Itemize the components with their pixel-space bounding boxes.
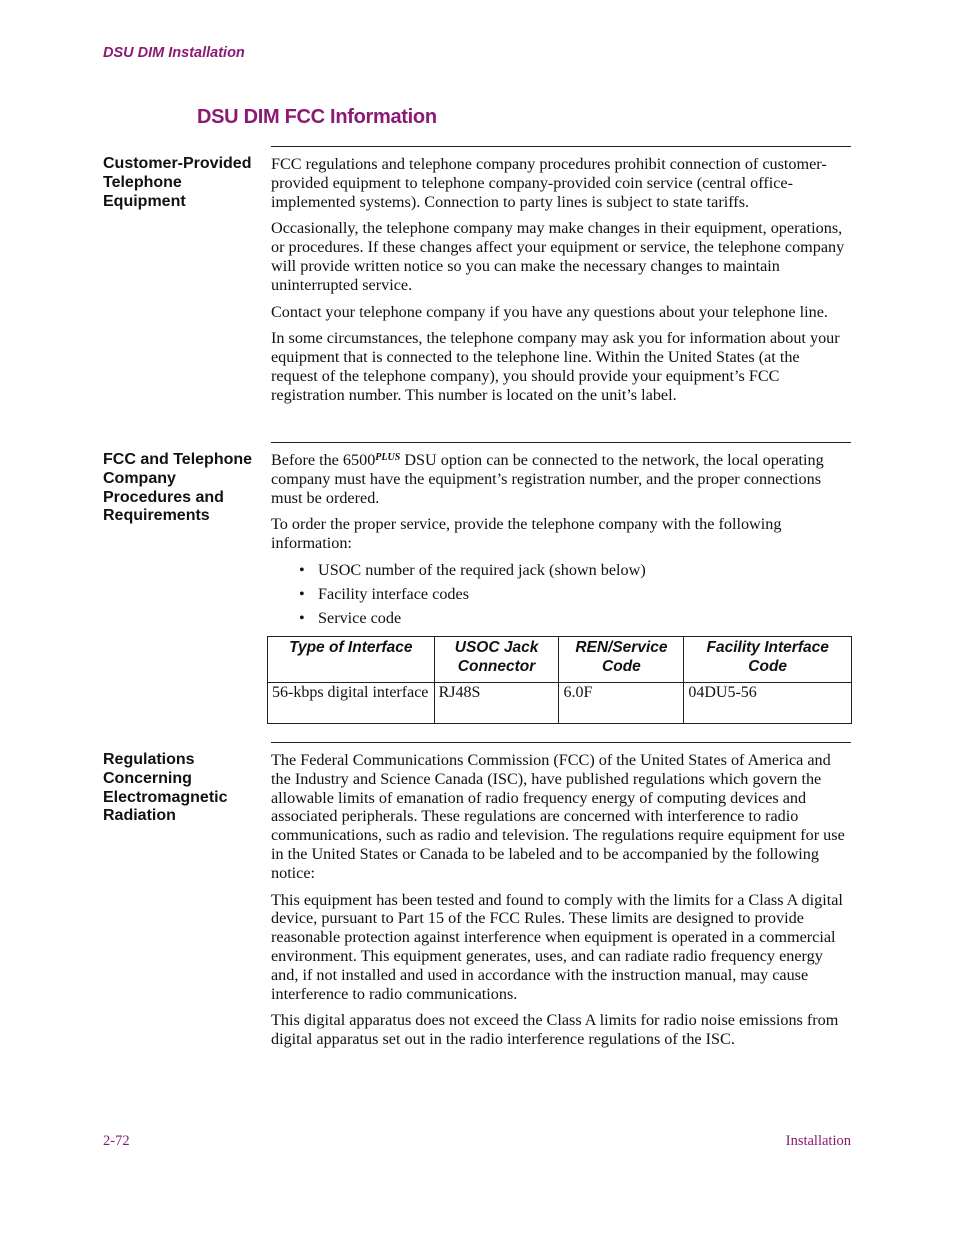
section-heading: Regulations Concerning Electromagnetic Radiation	[103, 751, 228, 825]
table-cell: RJ48S	[434, 683, 559, 724]
column-header: USOC Jack Connector	[434, 637, 559, 683]
section-heading: FCC and Telephone Company Procedures and Requirements	[103, 451, 253, 525]
table-cell: 04DU5-56	[684, 683, 852, 724]
table-header-row	[268, 637, 852, 683]
section-body	[271, 751, 849, 1057]
paragraph: In some circumstances, the telephone company may ask you for information about your equipment that is connected to the telephone line. Within the United States (at the request of the telephone company), you should provide your equipment’s FCC registration number. This number is located on the unit’s label.	[271, 329, 840, 404]
list-item: • USOC number of the required jack (shown below)	[299, 561, 849, 580]
plus-superscript: PLUS	[375, 452, 401, 463]
table-row	[268, 683, 852, 724]
paragraph	[271, 451, 849, 507]
bullet-list	[271, 561, 849, 627]
paragraph: This equipment has been tested and found to comply with the limits for a Class A digital device, pursuant to Part 15 of the FCC Rules. These limits are designed to provide reasonable protection against interference when equipment is operated in a commercial environment. This equipment generates, uses, and can radiate radio frequency energy and, if not installed and used in accordance with the instruction manual, may cause interference to radio communications.	[271, 890, 843, 1003]
section-divider	[271, 146, 851, 147]
column-header: Facility Interface Code	[684, 637, 852, 683]
paragraph: Contact your telephone company if you have any questions about your telephone line.	[271, 302, 828, 321]
section-heading: Customer-Provided Telephone Equipment	[103, 155, 252, 210]
column-header: REN/Service Code	[559, 637, 684, 683]
paragraph: Occasionally, the telephone company may make changes in their equipment, operations, or procedures. If these changes affect your equipment or service, the telephone company will provide written notice so you can make the necessary changes to maintain uninterrupted service.	[271, 219, 845, 294]
section-body	[271, 155, 849, 413]
table-cell: 6.0F	[559, 683, 684, 724]
list-item: • Service code	[299, 609, 849, 628]
running-head: DSU DIM Installation	[103, 45, 245, 61]
section-divider	[271, 442, 851, 443]
paragraph: FCC regulations and telephone company procedures prohibit connection of customer-provided equipment to telephone company-provided coin service (central office-implemented systems). Connection to party lines is subject to state tariffs.	[271, 155, 827, 211]
column-header: Type of Interface	[268, 637, 435, 683]
paragraph: The Federal Communications Commission (FCC) of the United States of America and the Industry and Science Canada (ISC), have published regulations which govern the allowable limits of emanation of radio frequency energy of computing devices and associated peripherals. These regulations are concerned with interference to radio communications, such as radio and television. The regulations require equipment for use in the United States or Canada to be labeled and to be accompanied by the following notice:	[271, 751, 845, 882]
paragraph: To order the proper service, provide the telephone company with the following information:	[271, 515, 782, 553]
section-body	[271, 451, 849, 632]
table-cell: 56-kbps digital interface	[268, 683, 435, 724]
intro-before: Before the 6500	[271, 451, 376, 469]
page-number: 2-72	[103, 1133, 130, 1149]
page-title: DSU DIM FCC Information	[197, 106, 437, 128]
paragraph: This digital apparatus does not exceed the Class A limits for radio noise emissions from digital apparatus set out in the radio interference regulations of the ISC.	[271, 1011, 839, 1049]
intro-after: DSU option can be connected to the network, the local operating company must have the equipment’s registration number, and the proper connections must be ordered.	[271, 451, 824, 507]
list-item: • Facility interface codes	[299, 585, 849, 604]
interface-table	[267, 636, 852, 724]
section-divider	[271, 742, 851, 743]
chapter-name: Installation	[785, 1133, 851, 1149]
